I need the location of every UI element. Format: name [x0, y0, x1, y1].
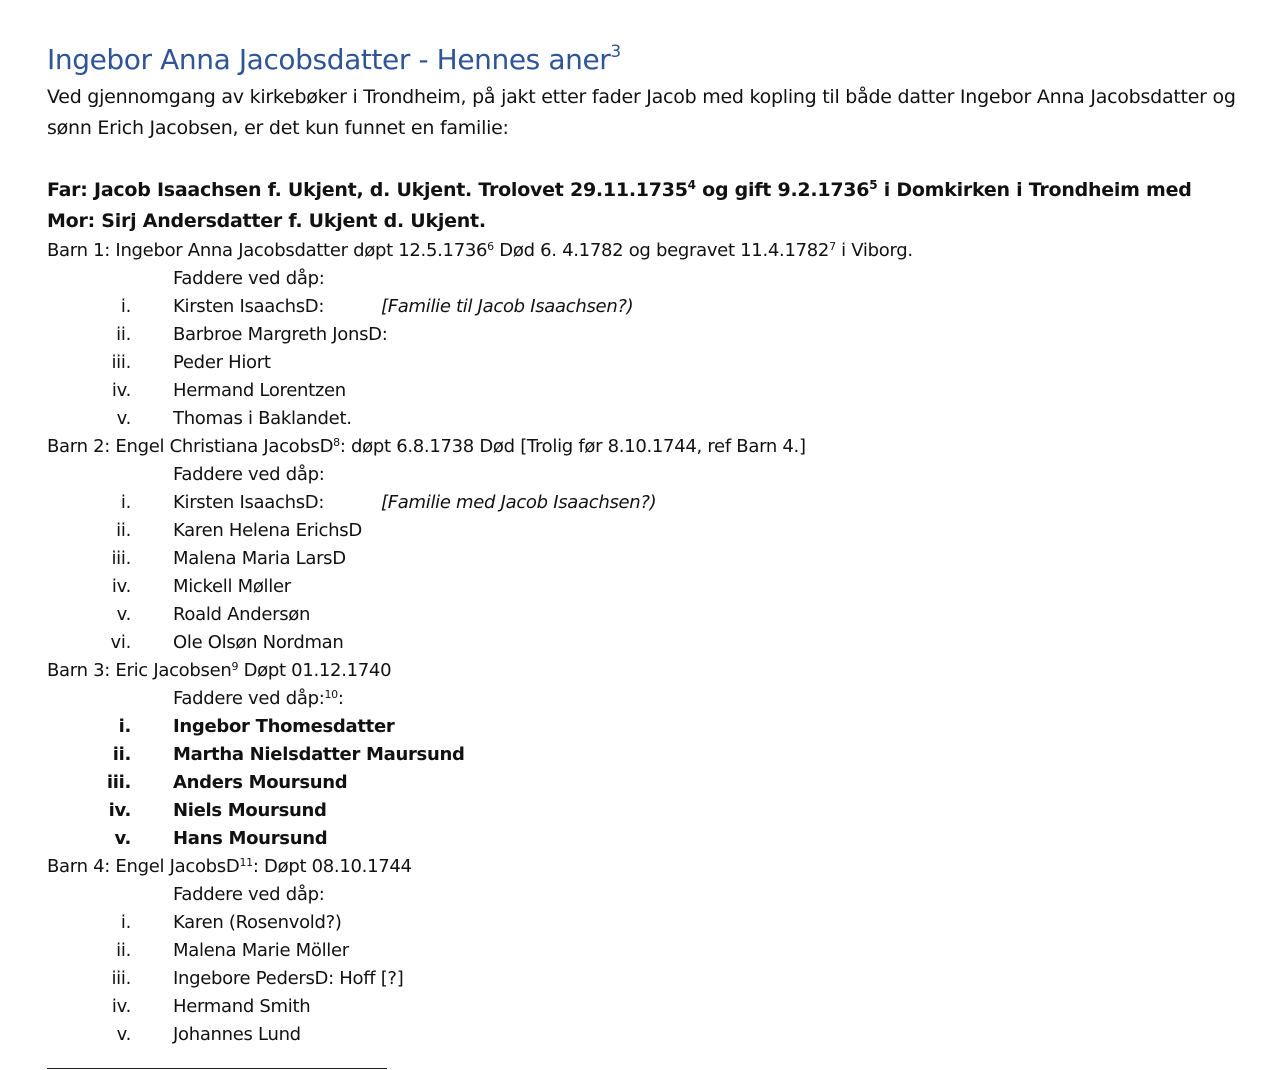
sponsor-number: v. — [116, 604, 131, 625]
child-heading — [47, 433, 1247, 461]
sponsor-name: Malena Marie Möller — [173, 940, 349, 961]
page-title — [47, 38, 1247, 82]
sponsor-name-cell — [131, 741, 465, 769]
footnote-ref: 4 — [687, 178, 696, 192]
footnote-ref: 6 — [487, 240, 494, 253]
father-line — [47, 175, 1247, 206]
sponsor-item — [47, 405, 1247, 433]
sponsor-name: Martha Nielsdatter Maursund — [173, 744, 465, 765]
footnote-separator — [47, 1068, 387, 1069]
footnote-ref: 7 — [829, 240, 836, 253]
sponsor-note: [Familie til Jacob Isaachsen?) — [381, 296, 634, 317]
mother-line: Mor: Sirj Andersdatter f. Ukjent d. Ukjent. — [47, 210, 486, 232]
child-heading — [47, 237, 1247, 265]
sponsor-name: Johannes Lund — [173, 1024, 301, 1045]
sponsor-item — [47, 825, 1247, 853]
sponsor-number: ii. — [116, 324, 131, 345]
child-text: : døpt 6.8.1738 Død [Trolig før 8.10.1744, ref Barn 4.] — [339, 436, 806, 457]
children-list — [47, 237, 1247, 1049]
sponsor-name: Kirsten IsaachsD: — [173, 296, 325, 317]
child-text: Barn 3: Eric Jacobsen — [47, 660, 232, 681]
sponsor-name-cell — [131, 797, 381, 825]
sponsor-number: iii. — [111, 548, 131, 569]
sponsor-name-cell — [131, 825, 381, 853]
sponsor-number: iv. — [108, 800, 131, 821]
sponsor-item — [47, 741, 1247, 769]
sponsor-number: ii. — [116, 940, 131, 961]
sponsor-item — [47, 517, 1247, 545]
sponsor-number: v. — [116, 408, 131, 429]
sponsor-name: Karen Helena ErichsD — [173, 520, 362, 541]
sponsor-name: Kirsten IsaachsD: — [173, 492, 325, 513]
child-text: Barn 1: Ingebor Anna Jacobsdatter døpt 12.5.1736 — [47, 240, 488, 261]
father-text: Far: Jacob Isaachsen f. Ukjent, d. Ukjent. Trolovet 29.11.1735 — [47, 179, 688, 201]
child-text: Barn 4: Engel JacobsD — [47, 856, 240, 877]
sponsor-name-cell — [131, 769, 381, 797]
sponsor-item — [47, 601, 1247, 629]
sponsor-name: Karen (Rosenvold?) — [173, 912, 342, 933]
sponsors-label: Faddere ved dåp: — [173, 688, 325, 709]
sponsor-name-cell — [131, 713, 394, 741]
father-text: i Domkirken i Trondheim med — [877, 179, 1192, 201]
sponsor-name-cell — [131, 545, 381, 573]
sponsor-note: [Familie med Jacob Isaachsen?) — [381, 492, 657, 513]
father-text: og gift 9.2.1736 — [695, 179, 870, 201]
sponsor-item — [47, 713, 1247, 741]
sponsor-name: Mickell Møller — [173, 576, 291, 597]
sponsor-name-cell — [131, 965, 403, 993]
sponsors-label: Faddere ved dåp: — [173, 464, 325, 485]
sponsor-name-cell — [131, 405, 381, 433]
sponsor-number: ii. — [116, 520, 131, 541]
sponsor-name: Anders Moursund — [173, 772, 348, 793]
child-heading — [47, 853, 1247, 881]
child-text: i Viborg. — [835, 240, 913, 261]
sponsor-item — [47, 797, 1247, 825]
sponsor-number: iv. — [111, 576, 131, 597]
sponsor-number: iv. — [111, 996, 131, 1017]
sponsor-number: i. — [118, 716, 131, 737]
sponsors-heading — [47, 881, 1247, 909]
sponsor-number: iii. — [111, 352, 131, 373]
sponsor-name: Hans Moursund — [173, 828, 328, 849]
sponsor-name-cell — [131, 349, 381, 377]
sponsor-item — [47, 377, 1247, 405]
sponsor-item — [47, 573, 1247, 601]
sponsor-name: Barbroe Margreth JonsD: — [173, 324, 388, 345]
sponsor-name: Thomas i Baklandet. — [173, 408, 352, 429]
sponsor-name-cell — [131, 1021, 381, 1049]
footnote-ref: 3 — [610, 42, 621, 62]
sponsor-number: i. — [120, 296, 131, 317]
sponsor-name-cell — [131, 993, 381, 1021]
sponsor-item — [47, 349, 1247, 377]
sponsors-heading — [47, 461, 1247, 489]
sponsor-name: Roald Andersøn — [173, 604, 311, 625]
sponsor-number: i. — [120, 912, 131, 933]
sponsor-number: vi. — [110, 632, 131, 653]
sponsor-number: i. — [120, 492, 131, 513]
sponsor-number: iii. — [111, 968, 131, 989]
title-text: Ingebor Anna Jacobsdatter - Hennes aner — [47, 43, 611, 76]
sponsor-item — [47, 321, 1247, 349]
sponsor-number: v. — [116, 1024, 131, 1045]
sponsor-item — [47, 545, 1247, 573]
sponsor-number: ii. — [112, 744, 131, 765]
child-text: Barn 2: Engel Christiana JacobsD — [47, 436, 334, 457]
footnote-ref: 5 — [869, 178, 878, 192]
sponsor-item — [47, 1021, 1247, 1049]
sponsor-name-cell — [131, 321, 388, 349]
footnote-ref: 9 — [231, 660, 239, 673]
sponsor-name-cell — [131, 629, 381, 657]
footnote-ref: 10 — [324, 688, 338, 701]
document-page — [47, 38, 1247, 1049]
child-text: Døpt 01.12.1740 — [238, 660, 392, 681]
sponsor-name: Niels Moursund — [173, 800, 327, 821]
sponsor-name-cell — [131, 573, 381, 601]
sponsor-name: Ingebore PedersD: Hoff [?] — [173, 968, 404, 989]
child-text: : Døpt 08.10.1744 — [252, 856, 412, 877]
sponsor-item — [47, 769, 1247, 797]
sponsors-label: Faddere ved dåp: — [173, 884, 325, 905]
sponsor-name-cell — [131, 517, 381, 545]
child-text: Død 6. 4.1782 og begravet 11.4.1782 — [493, 240, 830, 261]
sponsor-number: iii. — [106, 772, 131, 793]
sponsor-name-cell — [131, 601, 381, 629]
sponsor-item — [47, 965, 1247, 993]
sponsor-name: Hermand Lorentzen — [173, 380, 346, 401]
sponsors-label: Faddere ved dåp: — [173, 268, 325, 289]
sponsors-heading — [47, 265, 1247, 293]
sponsor-name-cell — [131, 489, 656, 517]
sponsor-name: Ingebor Thomesdatter — [173, 716, 395, 737]
sponsor-item — [47, 293, 1247, 321]
sponsor-item — [47, 629, 1247, 657]
sponsor-number: v. — [114, 828, 131, 849]
sponsors-label-end: : — [337, 688, 344, 709]
sponsor-name: Hermand Smith — [173, 996, 311, 1017]
sponsor-name-cell — [131, 293, 633, 321]
sponsor-name: Ole Olsøn Nordman — [173, 632, 344, 653]
child-heading — [47, 657, 1247, 685]
sponsor-name-cell — [131, 909, 381, 937]
sponsor-item — [47, 909, 1247, 937]
sponsor-name-cell — [131, 377, 381, 405]
intro-paragraph: Ved gjennomgang av kirkebøker i Trondheim, på jakt etter fader Jacob med kopling til både datter Ingebor Anna Jacobsdatter og sønn Erich Jacobsen, er det kun funnet en familie: — [47, 86, 1236, 139]
footnote-ref: 11 — [239, 856, 253, 869]
sponsor-number: iv. — [111, 380, 131, 401]
sponsor-item — [47, 937, 1247, 965]
sponsors-heading — [47, 685, 1247, 713]
sponsor-name: Malena Maria LarsD — [173, 548, 346, 569]
sponsor-name: Peder Hiort — [173, 352, 271, 373]
footnote-ref: 8 — [333, 436, 340, 449]
sponsor-item — [47, 993, 1247, 1021]
sponsor-name-cell — [131, 937, 381, 965]
sponsor-item — [47, 489, 1247, 517]
